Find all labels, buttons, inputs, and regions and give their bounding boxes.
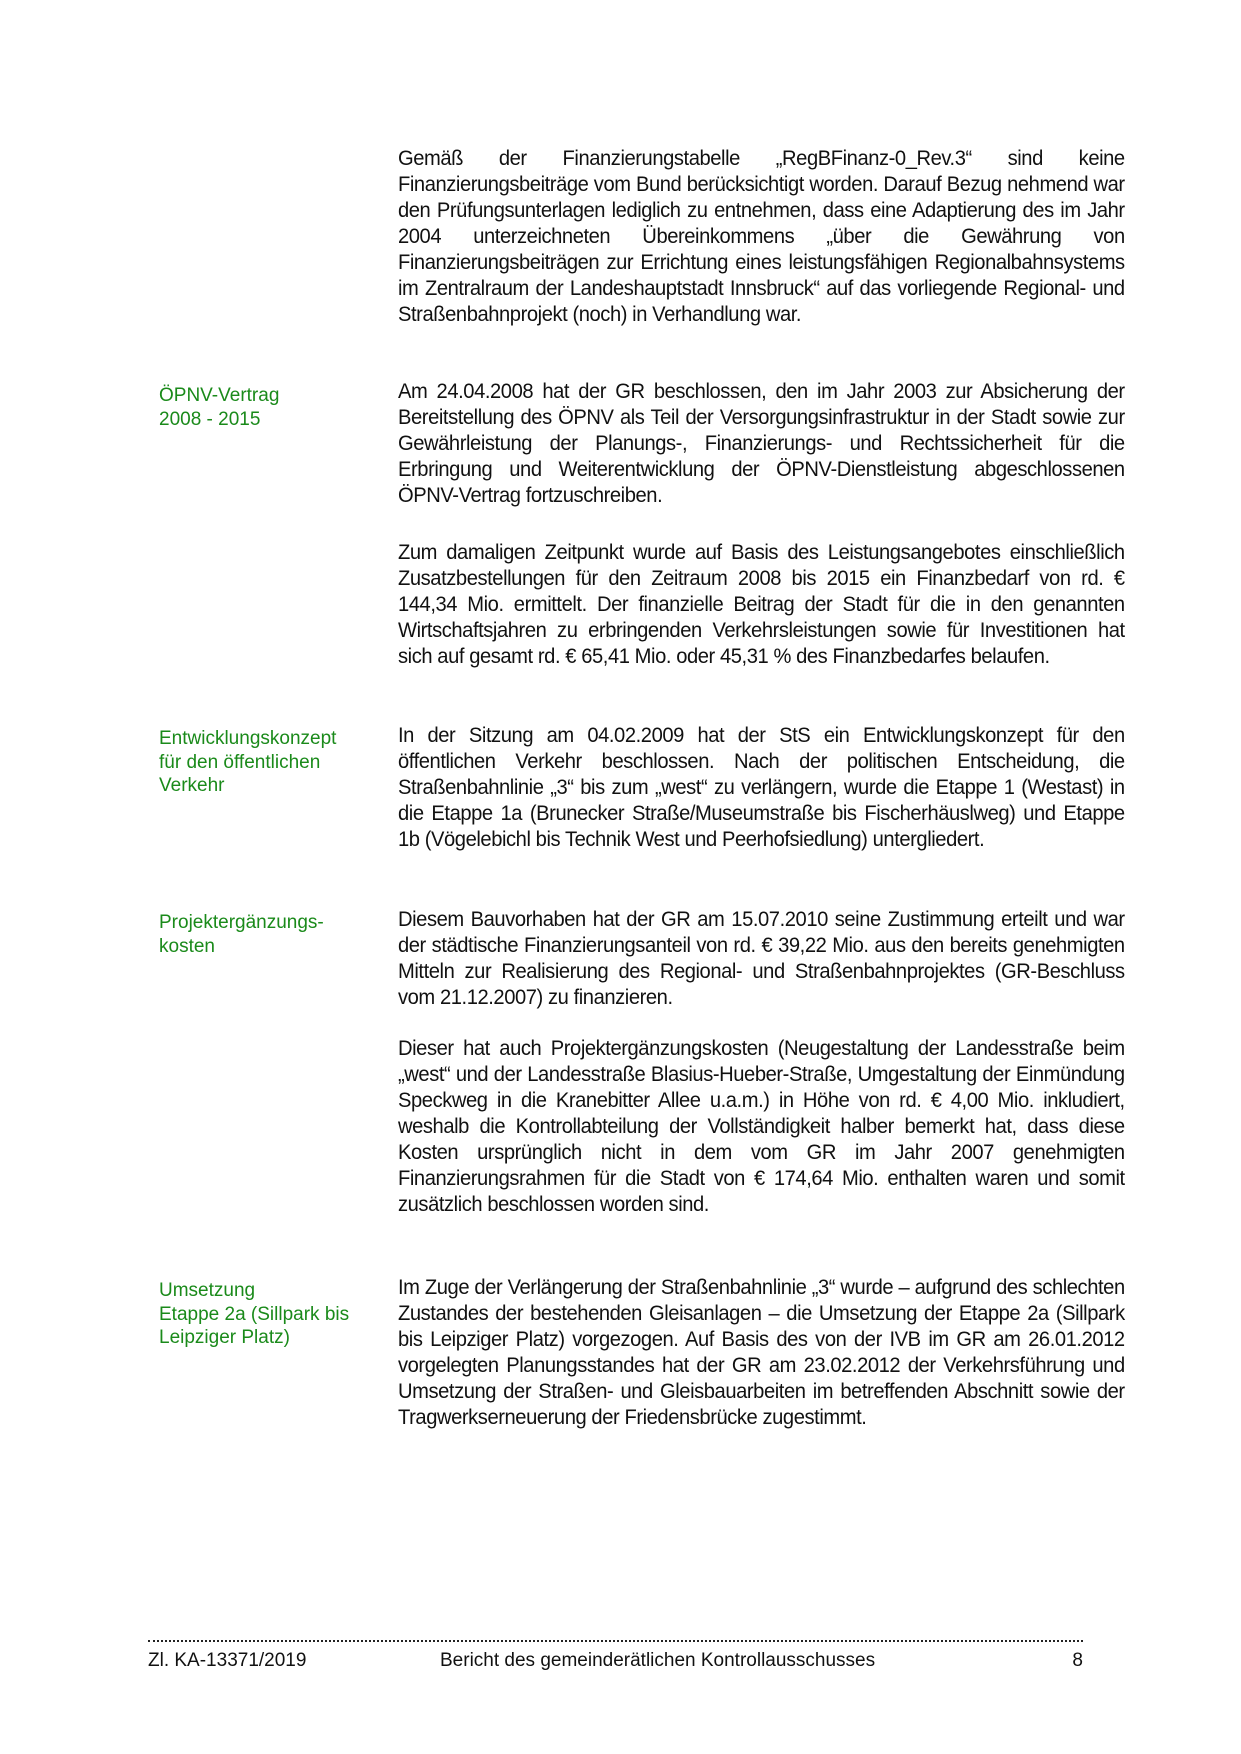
footer-reference-number: Zl. KA-13371/2019 [148, 1650, 307, 1671]
paragraph-entwicklungskonzept: In der Sitzung am 04.02.2009 hat der StS ein Entwicklungskonzept für den öffentlichen Verkehr beschlossen. Nach der politischen Entscheidung, die Straßenbahnlinie „3“ bis zum „west“ zu verlängern, wurde die Etappe 1 (Westast) in die Etappe 1a (Brunecker Straße/Museumstraße bis Fischerhäuslweg) und Etappe 1b (Vögelebichl bis Technik West und Peerhofsiedlung) untergliedert. [398, 724, 1125, 851]
paragraph-projektergaenzungskosten: Dieser hat auch Projektergänzungskosten (Neugestaltung der Landesstraße beim „west“ und der Landesstraße Blasius-Hueber-Straße, Umgestaltung der Einmündung Speckweg in die Kranebitter Allee u.a.m.) in Höhe von rd. € 4,00 Mio. inkludiert, weshalb die Kontrollabteilung der Vollständigkeit halber bemerkt hat, dass diese Kosten ursprünglich nicht in dem vom GR im Jahr 2007 genehmigten Finanzierungsrahmen für die Stadt von € 174,64 Mio. enthalten waren und somit zusätzlich beschlossen worden sind. [398, 1037, 1125, 1216]
margin-label-line: Leipziger Platz) [159, 1327, 290, 1348]
page-footer [148, 1650, 1083, 1674]
margin-label-projektergaenzungskosten [159, 911, 379, 958]
margin-label-umsetzung-etappe-2a [159, 1279, 379, 1350]
margin-label-line: ÖPNV-Vertrag [159, 385, 280, 406]
paragraph-oepnv-vertrag: Am 24.04.2008 hat der GR beschlossen, den im Jahr 2003 zur Absicherung der Bereitstellung des ÖPNV als Teil der Versorgungsinfrastruktur in der Stadt sowie zur Gewährleistung der Planungs-, Finanzierungs- und Rechtssicherheit für die Erbringung und Weiterentwicklung der ÖPNV-Dienstleistung abgeschlossenen ÖPNV-Vertrag fortzuschreiben. [398, 380, 1125, 507]
margin-label-line: Verkehr [159, 775, 225, 796]
paragraph-etappe-2a: Im Zuge der Verlängerung der Straßenbahnlinie „3“ wurde – aufgrund des schlechten Zustandes der bestehenden Gleisanlagen – die Umsetzung der Etappe 2a (Sillpark bis Leipziger Platz) vorgezogen. Auf Basis des von der IVB im GR am 26.01.2012 vorgelegten Planungsstandes hat der GR am 23.02.2012 der Verkehrsführung und Umsetzung der Straßen- und Gleisbauarbeiten im betreffenden Abschnitt sowie der Tragwerkserneuerung der Friedensbrücke zugestimmt. [398, 1276, 1125, 1429]
paragraph-bund-finanzierung: Gemäß der Finanzierungstabelle „RegBFinanz-0_Rev.3“ sind keine Finanzierungsbeiträge vom Bund berücksichtigt worden. Darauf Bezug nehmend war den Prüfungsunterlagen lediglich zu entnehmen, dass eine Adaptierung des im Jahr 2004 unterzeichneten Übereinkommens „über die Gewährung von Finanzierungsbeiträgen zur Errichtung eines leistungsfähigen Regionalbahnsystems im Zentralraum der Landeshauptstadt Innsbruck“ auf das vorliegende Regional- und Straßenbahnprojekt (noch) in Verhandlung war. [398, 147, 1125, 326]
footer-report-title: Bericht des gemeinderätlichen Kontrollausschusses [440, 1650, 876, 1671]
margin-label-line: Entwicklungskonzept [159, 728, 337, 749]
footer-dotted-rule [148, 1640, 1083, 1642]
footer-page-number: 8 [1072, 1650, 1083, 1671]
paragraph-finanzbedarf: Zum damaligen Zeitpunkt wurde auf Basis des Leistungsangebotes einschließlich Zusatzbestellungen für den Zeitraum 2008 bis 2015 ein Finanzbedarf von rd. € 144,34 Mio. ermittelt. Der finanzielle Beitrag der Stadt für die in den genannten Wirtschaftsjahren zu erbringenden Verkehrsleistungen sowie für Investitionen hat sich auf gesamt rd. € 65,41 Mio. oder 45,31 % des Finanzbedarfes belaufen. [398, 541, 1125, 668]
margin-label-line: Projektergänzungs- [159, 912, 324, 933]
paragraph-bauvorhaben: Diesem Bauvorhaben hat der GR am 15.07.2010 seine Zustimmung erteilt und war der städtische Finanzierungsanteil von rd. € 39,22 Mio. aus den bereits genehmigten Mitteln zur Realisierung des Regional- und Straßenbahnprojektes (GR-Beschluss vom 21.12.2007) zu finanzieren. [398, 908, 1125, 1009]
margin-label-line: kosten [159, 935, 215, 957]
margin-label-line: für den öffentlichen [159, 751, 321, 773]
margin-label-line: Etappe 2a (Sillpark bis [159, 1303, 350, 1325]
margin-label-line: 2008 - 2015 [159, 408, 261, 430]
margin-label-line: Umsetzung [159, 1280, 256, 1301]
margin-label-oepnv-vertrag [159, 384, 379, 431]
margin-label-entwicklungskonzept [159, 727, 379, 798]
